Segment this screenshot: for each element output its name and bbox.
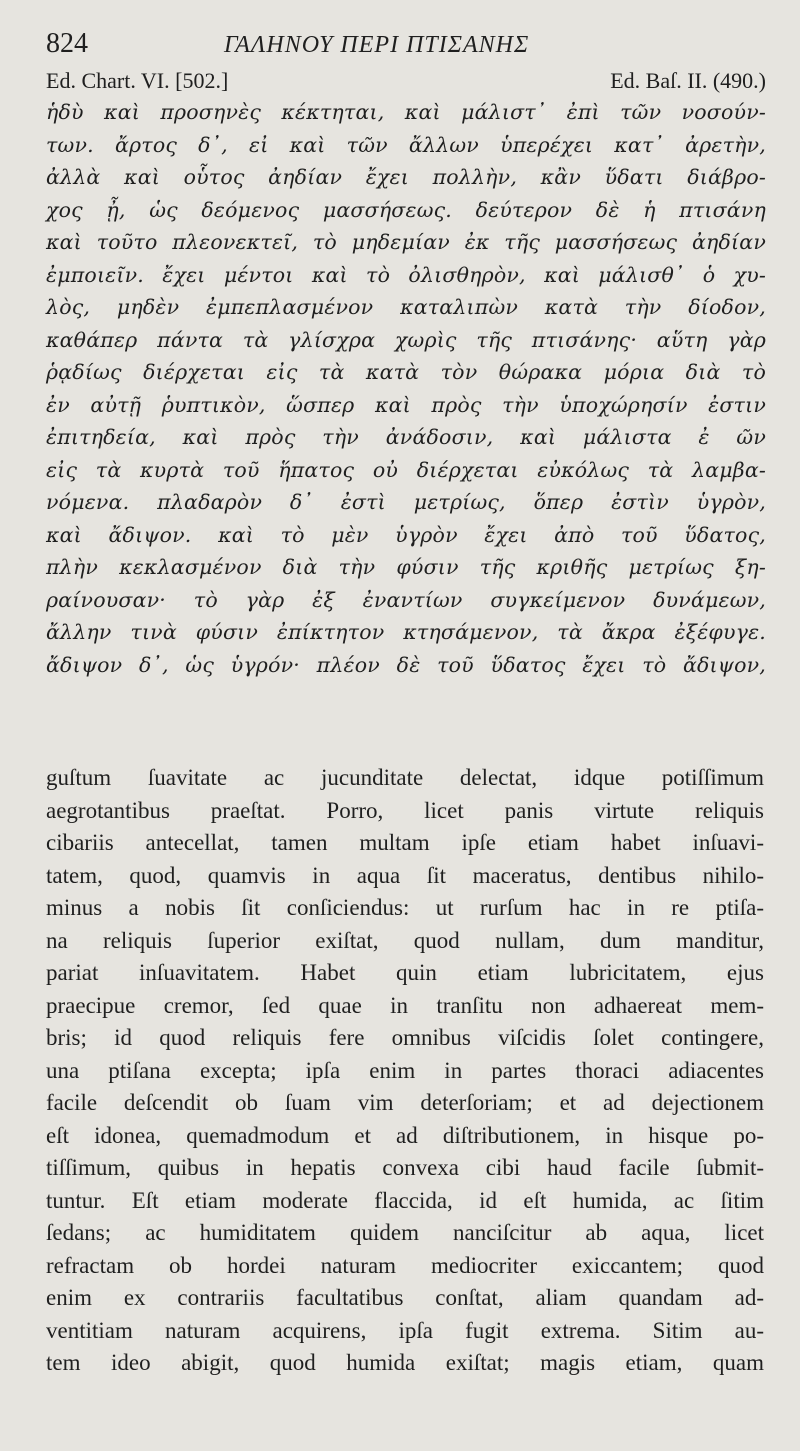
greek-line: χος ᾖ, ὡς δεόμενος μασσήσεως. δεύτερον δὲ ἡ πτισάνη (46, 197, 766, 222)
greek-line: καὶ ἄδιψον. καὶ τὸ μὲν ὑγρὸν ἔχει ἀπὸ τοῦ ὕδατος, (46, 522, 766, 547)
greek-text-block (46, 96, 766, 681)
latin-line: guſtum ſuavitate ac jucunditate delectat, idque potiſſimum (46, 765, 764, 790)
page-number: 824 (46, 28, 88, 59)
edition-reference-right: Ed. Baſ. II. (490.) (610, 68, 766, 93)
running-title: ΓΑΛΗΝΟΥ ΠΕΡΙ ΠΤΙΣΑΝΗΣ (224, 32, 530, 58)
greek-line: ἄλλην τινὰ φύσιν ἐπίκτητον κτησάμενον, τὰ ἄκρα ἐξέφυγε. (46, 620, 766, 644)
latin-line: facile deſcendit ob ſuam vim deterſoriam; et ad dejectionem (46, 1090, 764, 1115)
latin-text-block (46, 762, 764, 1380)
latin-line: una ptiſana excepta; ipſa enim in partes thoraci adiacentes (46, 1057, 764, 1083)
greek-line: καθάπερ πάντα τὰ γλίσχρα χωρὶς τῆς πτισάνης· αὕτη γὰρ (46, 327, 766, 352)
greek-line: λὸς, μηδὲν ἐμπεπλασμένον καταλιπὼν κατὰ τὴν δίοδον, (46, 295, 766, 319)
greek-line: πλὴν κεκλασμένον διὰ τὴν φύσιν τῆς κριθῆς μετρίως ξη- (46, 555, 766, 579)
latin-line: tem ideo abigit, quod humida exiſtat; magis etiam, quam (46, 1350, 764, 1375)
greek-line: ῥᾳδίως διέρχεται εἰς τὰ κατὰ τὸν θώρακα μόρια διὰ τὸ (46, 360, 766, 384)
latin-line: ventitiam naturam acquirens, ipſa fugit extrema. Sitim au- (46, 1317, 764, 1343)
greek-line: ἐπιτηδεία, καὶ πρὸς τὴν ἀνάδοσιν, καὶ μάλιστα ἐ ῶν (46, 425, 766, 449)
latin-line: cibariis antecellat, tamen multam ipſe etiam habet inſuavi- (46, 830, 764, 855)
greek-line: ἄδιψον δ᾽, ὡς ὑγρόν· πλέον δὲ τοῦ ὕδατος ἔχει τὸ ἄδιψον, (46, 652, 766, 677)
greek-line: εἰς τὰ κυρτὰ τοῦ ἥπατος οὐ διέρχεται εὐκόλως τὰ λαμβα- (46, 457, 766, 482)
page-header (46, 28, 766, 62)
edition-references (46, 68, 766, 96)
latin-line: aegrotantibus praeſtat. Porro, licet panis virtute reliquis (46, 797, 764, 823)
greek-line: καὶ τοῦτο πλεονεκτεῖ, τὸ μηδεμίαν ἐκ τῆς μασσήσεως ἀηδίαν (46, 230, 766, 254)
latin-line: praecipue cremor, ſed quae in tranſitu non adhaereat mem- (46, 992, 764, 1018)
latin-line: na reliquis ſuperior exiſtat, quod nullam, dum manditur, (46, 927, 764, 953)
latin-line: refractam ob hordei naturam mediocriter exiccantem; quod (46, 1252, 764, 1278)
latin-line: tuntur. Eſt etiam moderate flaccida, id eſt humida, ac ſitim (46, 1187, 764, 1213)
latin-line: tiſſimum, quibus in hepatis convexa cibi haud facile ſubmit- (46, 1155, 764, 1180)
latin-line: ſedans; ac humiditatem quidem nanciſcitur ab aqua, licet (46, 1220, 764, 1245)
greek-line: ραίνουσαν· τὸ γὰρ ἐξ ἐναντίων συγκείμενον δυνάμεων, (46, 587, 766, 612)
latin-line: bris; id quod reliquis fere omnibus viſcidis ſolet contingere, (46, 1025, 764, 1050)
latin-line: enim ex contrariis facultatibus conſtat, aliam quandam ad- (46, 1285, 764, 1310)
edition-reference-left: Ed. Chart. VI. [502.] (46, 68, 229, 93)
greek-line: νόμενα. πλαδαρὸν δ᾽ ἐστὶ μετρίως, ὅπερ ἐστὶν ὑγρὸν, (46, 490, 766, 514)
latin-line: minus a nobis ſit conſiciendus: ut rurſum hac in re ptiſa- (46, 895, 764, 920)
latin-line: tatem, quod, quamvis in aqua ſit maceratus, dentibus nihilo- (46, 862, 764, 888)
greek-line: ἀλλὰ καὶ οὗτος ἀηδίαν ἔχει πολλὴν, κἂν ὕδατι διάβρο- (46, 165, 766, 189)
greek-line: ἡδὺ καὶ προσηνὲς κέκτηται, καὶ μάλιστ᾽ ἐπὶ τῶν νοσούν- (46, 100, 766, 124)
latin-line: pariat inſuavitatem. Habet quin etiam lubricitatem, ejus (46, 960, 764, 985)
latin-line: eſt idonea, quemadmodum et ad diſtributionem, in hisque po- (46, 1122, 764, 1148)
greek-line: ἐμποιεῖν. ἔχει μέντοι καὶ τὸ ὀλισθηρὸν, καὶ μάλισθ᾽ ὁ χυ- (46, 262, 766, 287)
greek-line: των. ἄρτος δ᾽, εἰ καὶ τῶν ἄλλων ὑπερέχει κατ᾽ ἀρετὴν, (46, 132, 766, 157)
greek-line: ἐν αὐτῇ ῥυπτικὸν, ὥσπερ καὶ πρὸς τὴν ὑποχώρησίν ἐστιν (46, 392, 766, 417)
